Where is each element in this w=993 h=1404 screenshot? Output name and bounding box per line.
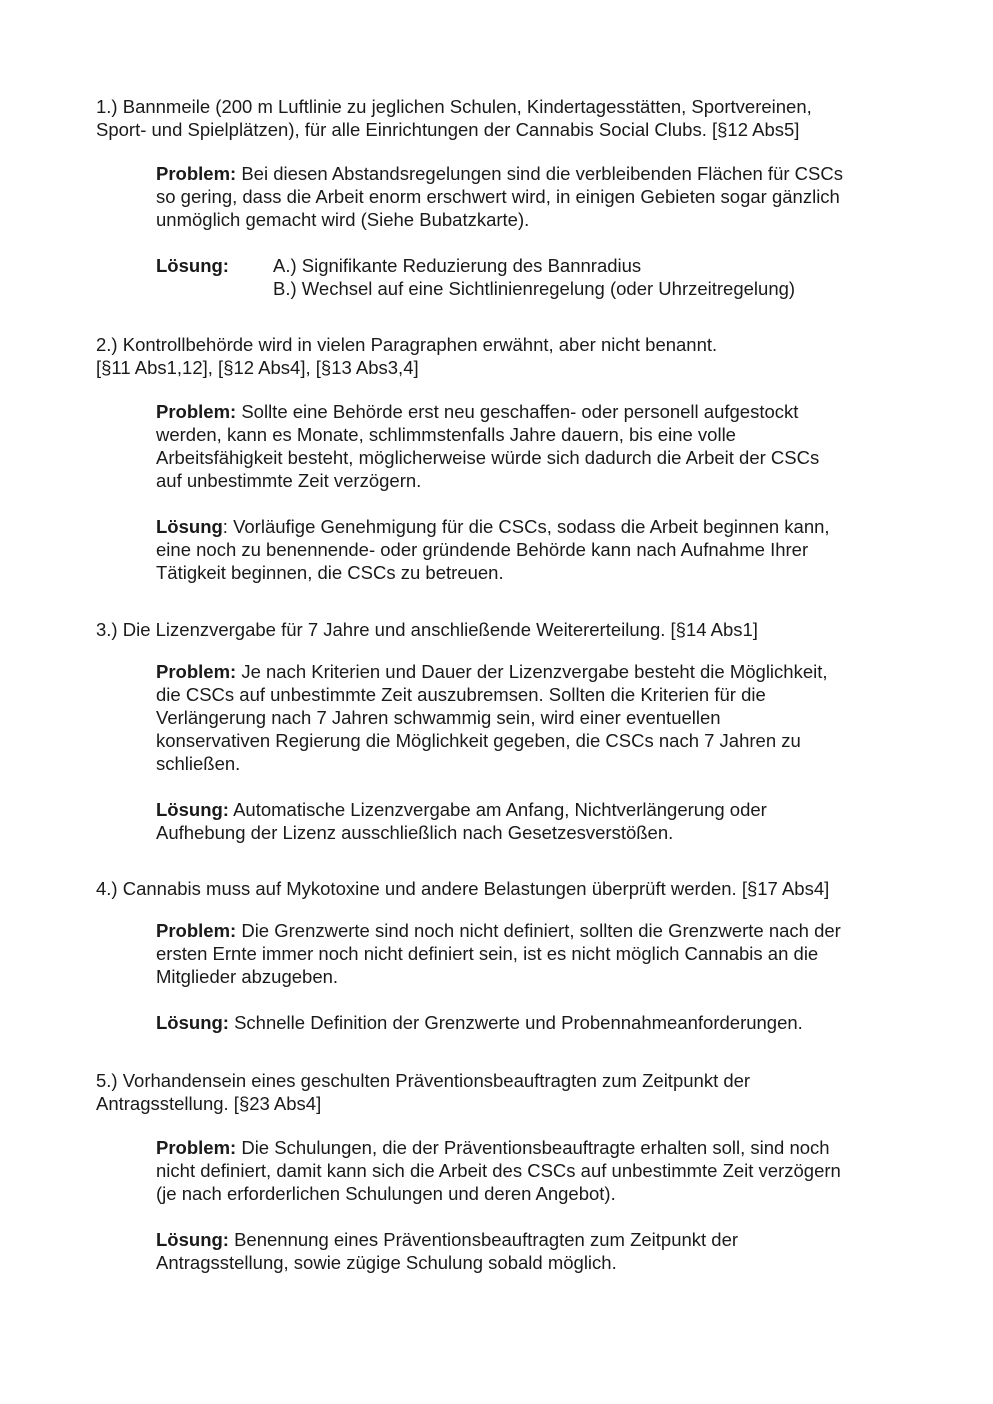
- problem-text: nicht definiert, damit kann sich die Arbeit des CSCs auf unbestimmte Zeit verzögern: [156, 1160, 841, 1181]
- solution-item: A.) Signifikante Reduzierung des Bannradius: [273, 255, 642, 276]
- heading-line: 3.) Die Lizenzvergabe für 7 Jahre und anschließende Weitererteilung. [§14 Abs1]: [96, 619, 758, 640]
- problem-text: Je nach Kriterien und Dauer der Lizenzvergabe besteht die Möglichkeit,: [241, 661, 828, 682]
- solution-block: [156, 1228, 916, 1274]
- solution-label: Lösung:: [156, 1229, 229, 1250]
- section-heading: [96, 877, 916, 900]
- section-heading: [96, 333, 916, 379]
- problem-text: Die Schulungen, die der Präventionsbeauftragte erhalten soll, sind noch: [241, 1137, 830, 1158]
- heading-line: Antragsstellung. [§23 Abs4]: [96, 1093, 322, 1114]
- solution-block: [156, 254, 916, 300]
- problem-text: Die Grenzwerte sind noch nicht definiert, sollten die Grenzwerte nach der: [241, 920, 841, 941]
- problem-block: [156, 1136, 916, 1205]
- heading-line: 4.) Cannabis muss auf Mykotoxine und andere Belastungen überprüft werden. [§17 Abs4]: [96, 878, 830, 899]
- heading-line: Sport- und Spielplätzen), für alle Einrichtungen der Cannabis Social Clubs. [§12 Abs5]: [96, 119, 800, 140]
- section-4: [96, 877, 916, 1034]
- solution-label: Lösung:: [156, 255, 229, 276]
- solution-text: : Vorläufige Genehmigung für die CSCs, sodass die Arbeit beginnen kann,: [222, 516, 830, 537]
- problem-label: Problem:: [156, 401, 237, 422]
- problem-text: ersten Ernte immer noch nicht definiert sein, ist es nicht möglich Cannabis an die: [156, 943, 819, 964]
- problem-text: auf unbestimmte Zeit verzögern.: [156, 470, 422, 491]
- section-heading: [96, 618, 916, 641]
- solution-text: Aufhebung der Lizenz ausschließlich nach Gesetzesverstößen.: [156, 822, 674, 843]
- solution-text: Automatische Lizenzvergabe am Anfang, Nichtverlängerung oder: [233, 799, 767, 820]
- solution-text: Antragsstellung, sowie zügige Schulung sobald möglich.: [156, 1252, 617, 1273]
- heading-line: [§11 Abs1,12], [§12 Abs4], [§13 Abs3,4]: [96, 357, 419, 378]
- solution-text: Benennung eines Präventionsbeauftragten zum Zeitpunkt der: [234, 1229, 739, 1250]
- heading-line: 2.) Kontrollbehörde wird in vielen Paragraphen erwähnt, aber nicht benannt.: [96, 334, 718, 355]
- problem-block: [156, 660, 916, 775]
- solution-text: Schnelle Definition der Grenzwerte und Probennahmeanforderungen.: [234, 1012, 803, 1033]
- problem-text: unmöglich gemacht wird (Siehe Bubatzkarte).: [156, 209, 530, 230]
- problem-text: konservativen Regierung die Möglichkeit gegeben, die CSCs nach 7 Jahren zu: [156, 730, 801, 751]
- problem-text: werden, kann es Monate, schlimmstenfalls Jahre dauern, bis eine volle: [156, 424, 736, 445]
- problem-block: [156, 400, 916, 492]
- problem-label: Problem:: [156, 163, 237, 184]
- solution-label: Lösung: [156, 516, 223, 537]
- solution-text: Tätigkeit beginnen, die CSCs zu betreuen.: [156, 562, 504, 583]
- solution-block: [156, 1011, 916, 1034]
- section-5: [96, 1069, 916, 1274]
- heading-line: 1.) Bannmeile (200 m Luftlinie zu jeglichen Schulen, Kindertagesstätten, Sportvereinen,: [96, 96, 812, 117]
- problem-text: Mitglieder abzugeben.: [156, 966, 339, 987]
- section-heading: [96, 95, 916, 141]
- section-heading: [96, 1069, 916, 1115]
- problem-label: Problem:: [156, 1137, 237, 1158]
- problem-block: [156, 919, 916, 988]
- problem-label: Problem:: [156, 661, 237, 682]
- solution-label: Lösung:: [156, 799, 229, 820]
- section-2: [96, 333, 916, 584]
- problem-text: Verlängerung nach 7 Jahren schwammig sein, wird einer eventuellen: [156, 707, 721, 728]
- problem-text: so gering, dass die Arbeit enorm erschwert wird, in einigen Gebieten sogar gänzlich: [156, 186, 840, 207]
- solution-block: [156, 798, 916, 844]
- problem-text: (je nach erforderlichen Schulungen und deren Angebot).: [156, 1183, 616, 1204]
- solution-label: Lösung:: [156, 1012, 229, 1033]
- section-3: [96, 618, 916, 844]
- problem-label: Problem:: [156, 920, 237, 941]
- solution-block: [156, 515, 916, 584]
- problem-text: Sollte eine Behörde erst neu geschaffen- oder personell aufgestockt: [241, 401, 799, 422]
- problem-text: schließen.: [156, 753, 241, 774]
- solution-text: eine noch zu benennende- oder gründende Behörde kann nach Aufnahme Ihrer: [156, 539, 809, 560]
- problem-text: Bei diesen Abstandsregelungen sind die verbleibenden Flächen für CSCs: [241, 163, 843, 184]
- solution-item: B.) Wechsel auf eine Sichtlinienregelung (oder Uhrzeitregelung): [273, 278, 796, 299]
- problem-text: die CSCs auf unbestimmte Zeit auszubremsen. Sollten die Kriterien für die: [156, 684, 766, 705]
- heading-line: 5.) Vorhandensein eines geschulten Präventionsbeauftragten zum Zeitpunkt der: [96, 1070, 751, 1091]
- problem-block: [156, 162, 916, 231]
- section-1: [96, 95, 916, 300]
- problem-text: Arbeitsfähigkeit besteht, möglicherweise würde sich dadurch die Arbeit der CSCs: [156, 447, 820, 468]
